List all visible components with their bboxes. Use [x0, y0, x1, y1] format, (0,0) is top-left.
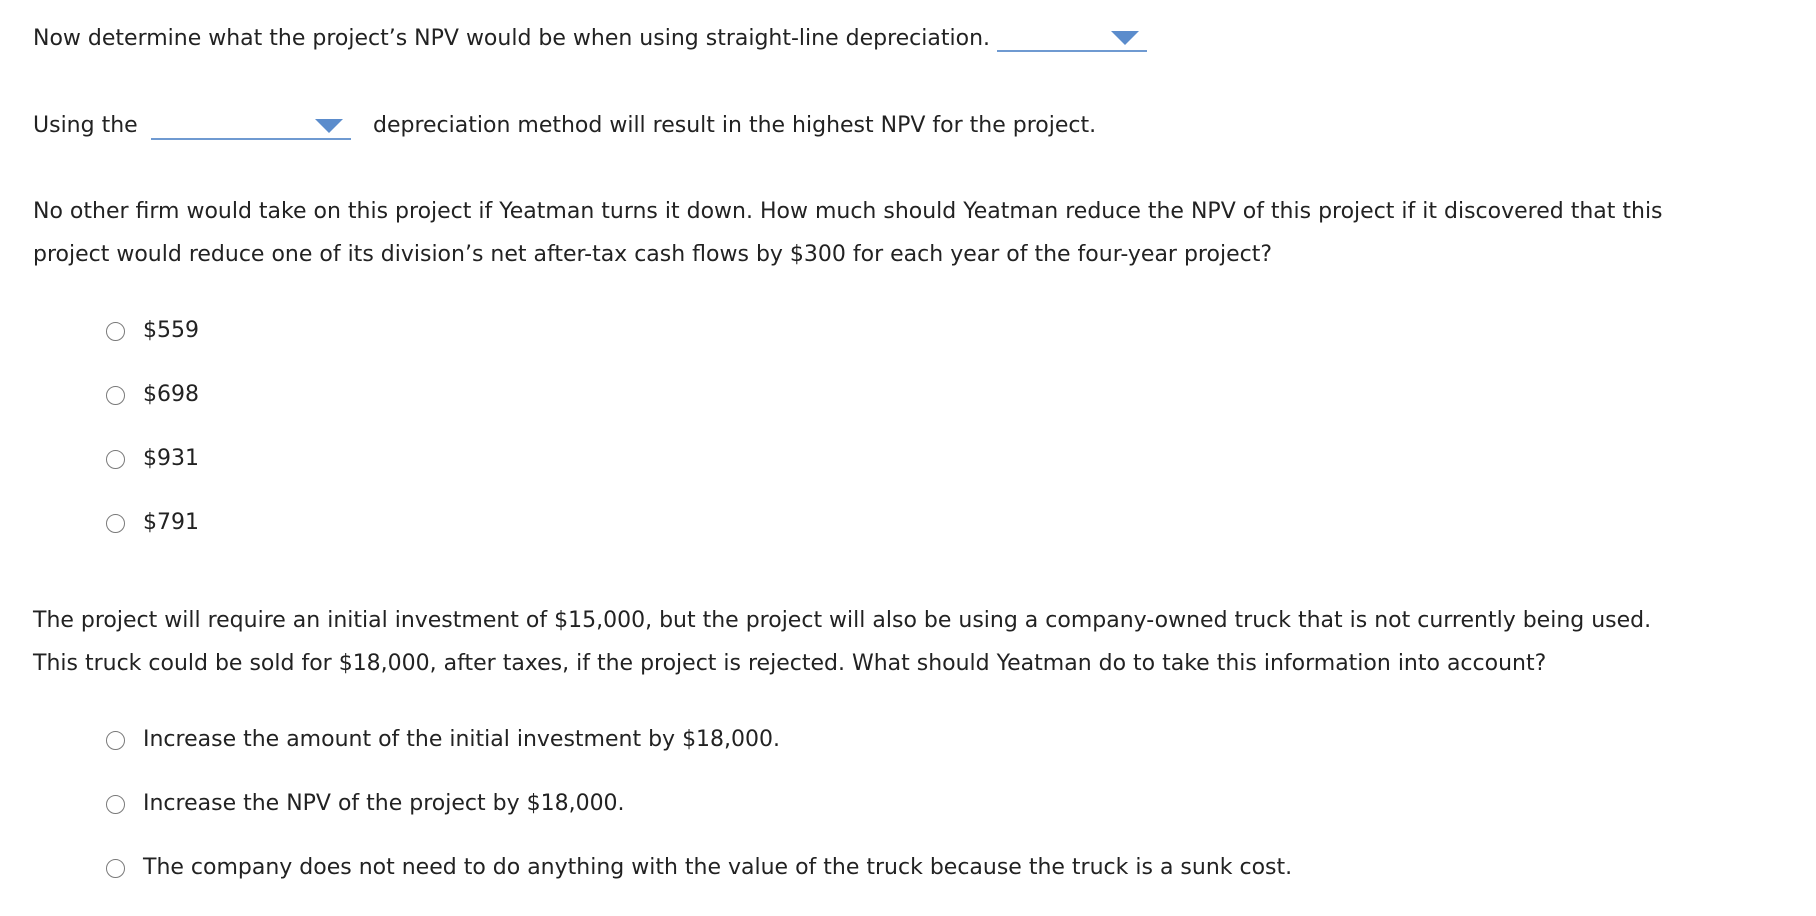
- option-label: $791: [143, 510, 199, 535]
- radio-button[interactable]: [106, 795, 125, 814]
- radio-button[interactable]: [106, 450, 125, 469]
- npv-straight-line-dropdown[interactable]: [997, 20, 1147, 52]
- truck-question-line2: This truck could be sold for $18,000, after taxes, if the project is rejected. What should Yeatman do to take this information into account?: [33, 651, 1547, 676]
- chevron-down-icon: [1111, 31, 1139, 45]
- truck-option-1[interactable]: [106, 725, 780, 755]
- npv-straight-line-question: Now determine what the project’s NPV would be when using straight-line depreciation.: [33, 26, 991, 51]
- radio-button[interactable]: [106, 859, 125, 878]
- npv-reduction-option-1[interactable]: [106, 316, 199, 346]
- option-label: The company does not need to do anything with the value of the truck because the truck is a sunk cost.: [143, 855, 1293, 880]
- depreciation-method-prefix: Using the: [33, 113, 138, 138]
- option-label: Increase the NPV of the project by $18,000.: [143, 791, 625, 816]
- truck-option-2[interactable]: [106, 789, 625, 819]
- depreciation-method-suffix: depreciation method will result in the highest NPV for the project.: [373, 113, 1097, 138]
- option-label: $559: [143, 318, 199, 343]
- npv-reduction-question-line1: No other firm would take on this project if Yeatman turns it down. How much should Yeatman reduce the NPV of this project if it discovered that this: [33, 199, 1663, 224]
- npv-reduction-question-line2: project would reduce one of its division’s net after-tax cash flows by $300 for each year of the four-year project?: [33, 242, 1273, 267]
- truck-question-line1: The project will require an initial investment of $15,000, but the project will also be using a company-owned truck that is not currently being used.: [33, 608, 1652, 633]
- npv-reduction-option-2[interactable]: [106, 380, 199, 410]
- option-label: Increase the amount of the initial investment by $18,000.: [143, 727, 781, 752]
- npv-reduction-option-4[interactable]: [106, 508, 199, 538]
- npv-reduction-option-3[interactable]: [106, 444, 199, 474]
- radio-button[interactable]: [106, 731, 125, 750]
- radio-button[interactable]: [106, 386, 125, 405]
- radio-button[interactable]: [106, 514, 125, 533]
- radio-button[interactable]: [106, 322, 125, 341]
- option-label: $931: [143, 446, 199, 471]
- truck-option-3[interactable]: [106, 853, 1292, 883]
- chevron-down-icon: [315, 119, 343, 133]
- option-label: $698: [143, 382, 199, 407]
- depreciation-method-dropdown[interactable]: [151, 108, 351, 140]
